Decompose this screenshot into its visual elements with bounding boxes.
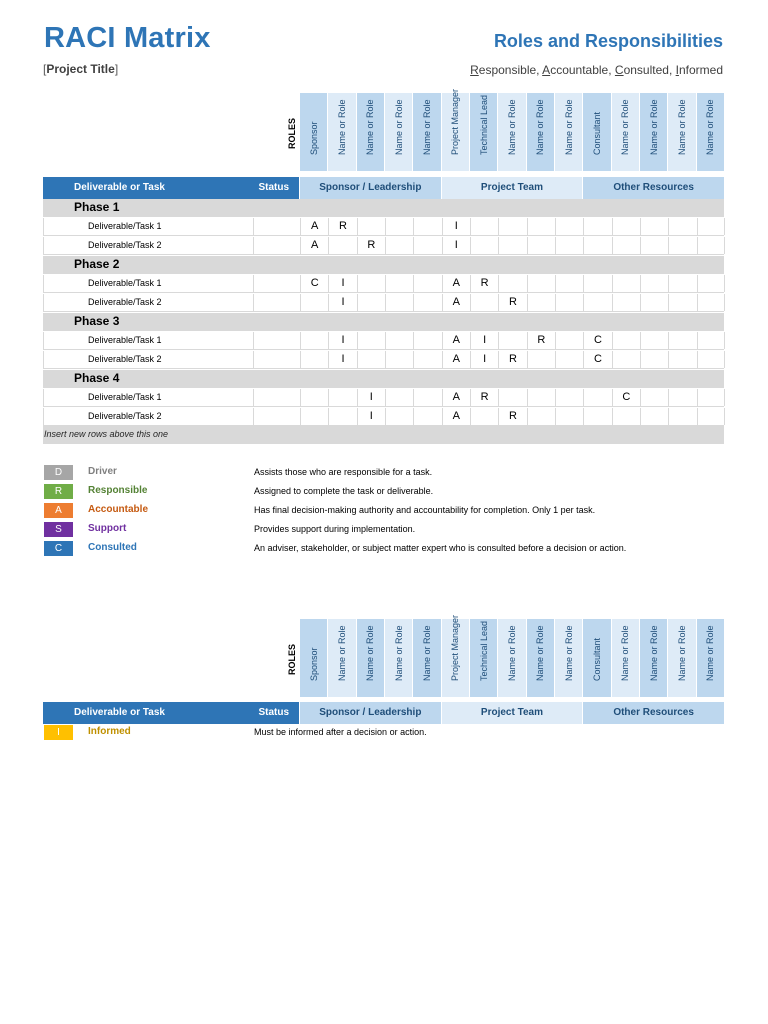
raci-cell[interactable]: I	[442, 218, 470, 235]
raci-cell[interactable]: A	[442, 275, 470, 292]
role-name: Sponsor	[308, 647, 319, 681]
status-cell[interactable]	[253, 218, 300, 235]
raci-cell[interactable]	[668, 351, 696, 368]
raci-word: Consulted	[614, 63, 669, 77]
raci-cell[interactable]	[413, 351, 441, 368]
role-column-header[interactable]	[356, 93, 384, 171]
status-cell[interactable]	[253, 275, 300, 292]
raci-cell[interactable]	[668, 332, 696, 349]
raci-cell[interactable]: A	[300, 218, 328, 235]
phase-row	[43, 370, 724, 388]
raci-cell[interactable]	[498, 275, 526, 292]
role-name: Name or Role	[648, 625, 659, 681]
raci-cell[interactable]	[413, 294, 441, 311]
raci-cell[interactable]: I	[328, 275, 356, 292]
project-title: [Project Title]	[43, 62, 119, 76]
raci-cell[interactable]: R	[470, 389, 498, 406]
role-group-header: Project Team	[441, 177, 583, 199]
role-name: Name or Role	[563, 625, 574, 681]
raci-cell[interactable]	[697, 294, 725, 311]
raci-cell[interactable]	[583, 218, 611, 235]
legend-description: An adviser, stakeholder, or subject matter expert who is consulted before a decision or action.	[254, 543, 627, 553]
task-name[interactable]: Deliverable/Task 1	[88, 278, 162, 288]
table-row	[43, 294, 724, 312]
role-name: Name or Role	[365, 99, 376, 155]
raci-word: Responsible	[470, 63, 537, 77]
role-name: Name or Role	[620, 99, 631, 155]
legend-item	[44, 503, 724, 518]
raci-cell[interactable]	[328, 408, 356, 425]
insert-note-text: Insert new rows above this one	[44, 429, 169, 439]
role-name: Name or Role	[336, 625, 347, 681]
status-cell[interactable]	[253, 237, 300, 254]
status-cell[interactable]	[253, 408, 300, 425]
role-name: Name or Role	[648, 99, 659, 155]
legend-role-name: Support	[88, 523, 127, 534]
raci-cell[interactable]: A	[442, 294, 470, 311]
phase-row	[43, 313, 724, 331]
raci-cell[interactable]	[555, 275, 583, 292]
legend-role-name: Informed	[88, 726, 131, 737]
raci-cell[interactable]	[697, 389, 725, 406]
raci-cell[interactable]	[413, 218, 441, 235]
raci-cell[interactable]	[612, 294, 640, 311]
raci-cell[interactable]	[640, 294, 668, 311]
raci-cell[interactable]	[498, 389, 526, 406]
role-name: Name or Role	[676, 625, 687, 681]
raci-cell[interactable]	[527, 351, 555, 368]
raci-cell[interactable]	[470, 237, 498, 254]
role-column-header[interactable]	[356, 619, 384, 697]
raci-cell[interactable]	[555, 351, 583, 368]
role-column-header[interactable]	[384, 619, 412, 697]
role-name: Project Manager	[450, 614, 461, 681]
legend-badge: R	[44, 484, 73, 499]
role-name: Name or Role	[393, 625, 404, 681]
raci-definition-line: Responsible, Accountable, Consulted, Informed	[470, 63, 723, 77]
role-name: Name or Role	[336, 99, 347, 155]
raci-cell[interactable]	[300, 389, 328, 406]
raci-cell[interactable]	[413, 237, 441, 254]
legend-badge: D	[44, 465, 73, 480]
raci-cell[interactable]	[612, 275, 640, 292]
raci-cell[interactable]	[385, 237, 413, 254]
raci-cell[interactable]: R	[357, 237, 385, 254]
raci-cell[interactable]	[527, 389, 555, 406]
role-column-header[interactable]	[639, 619, 667, 697]
table-row	[43, 332, 724, 350]
role-column-header[interactable]	[497, 93, 525, 171]
raci-cell[interactable]	[527, 294, 555, 311]
raci-cell[interactable]	[697, 332, 725, 349]
raci-cell[interactable]	[555, 294, 583, 311]
raci-cell[interactable]	[527, 218, 555, 235]
role-name: Name or Role	[506, 99, 517, 155]
raci-cell[interactable]: C	[583, 332, 611, 349]
role-name: Name or Role	[563, 99, 574, 155]
role-group-header: Other Resources	[582, 702, 724, 724]
raci-cell[interactable]	[583, 275, 611, 292]
role-column-header[interactable]	[327, 93, 355, 171]
raci-cell[interactable]	[640, 275, 668, 292]
raci-cell[interactable]	[612, 351, 640, 368]
phase-name: Phase 2	[74, 257, 120, 271]
raci-cell[interactable]	[413, 389, 441, 406]
task-name[interactable]: Deliverable/Task 2	[88, 240, 162, 250]
legend-item	[44, 465, 724, 480]
role-name: Name or Role	[421, 99, 432, 155]
raci-cell[interactable]	[668, 275, 696, 292]
raci-cell[interactable]	[328, 389, 356, 406]
raci-cell[interactable]	[583, 294, 611, 311]
roles-label: ROLES	[287, 643, 297, 675]
role-column-header[interactable]	[554, 93, 582, 171]
raci-cell[interactable]	[668, 218, 696, 235]
role-column-header[interactable]	[412, 93, 440, 171]
role-name: Name or Role	[535, 99, 546, 155]
legend-description: Must be informed after a decision or action.	[254, 727, 427, 737]
raci-cell[interactable]	[555, 332, 583, 349]
role-column-header[interactable]	[497, 619, 525, 697]
role-column-header[interactable]	[327, 619, 355, 697]
table-row	[43, 351, 724, 369]
role-group-header: Sponsor / Leadership	[299, 702, 441, 724]
raci-cell[interactable]: I	[357, 389, 385, 406]
role-column-header[interactable]	[611, 93, 639, 171]
raci-cell[interactable]	[583, 237, 611, 254]
raci-cell[interactable]	[555, 408, 583, 425]
role-name: Technical Lead	[478, 620, 489, 681]
raci-cell[interactable]: R	[498, 294, 526, 311]
legend-role-name: Consulted	[88, 542, 137, 553]
role-column-header[interactable]	[554, 619, 582, 697]
raci-cell[interactable]: I	[357, 408, 385, 425]
role-name: Name or Role	[421, 625, 432, 681]
raci-cell[interactable]	[612, 408, 640, 425]
raci-cell[interactable]: I	[328, 332, 356, 349]
raci-cell[interactable]	[413, 408, 441, 425]
role-column-header[interactable]	[582, 93, 610, 171]
roles-label: ROLES	[287, 117, 297, 149]
raci-cell[interactable]	[470, 218, 498, 235]
role-group-header: Project Team	[441, 702, 583, 724]
raci-cell[interactable]	[498, 237, 526, 254]
raci-cell[interactable]	[668, 389, 696, 406]
raci-cell[interactable]: I	[470, 332, 498, 349]
role-column-header[interactable]	[441, 614, 469, 697]
role-column-header[interactable]	[412, 619, 440, 697]
raci-cell[interactable]	[697, 218, 725, 235]
role-column-header[interactable]	[469, 93, 497, 171]
task-column-header: Deliverable or Task	[43, 177, 252, 199]
legend-role-name: Driver	[88, 466, 117, 477]
raci-cell[interactable]	[328, 237, 356, 254]
table-row	[43, 275, 724, 293]
raci-cell[interactable]	[668, 408, 696, 425]
raci-cell[interactable]	[640, 237, 668, 254]
table-row	[43, 408, 724, 426]
raci-word: Informed	[675, 63, 723, 77]
legend-item	[44, 725, 724, 740]
raci-cell[interactable]	[612, 218, 640, 235]
raci-cell[interactable]	[413, 332, 441, 349]
role-column-header[interactable]	[526, 619, 554, 697]
phase-name: Phase 4	[74, 371, 120, 385]
task-name[interactable]: Deliverable/Task 1	[88, 392, 162, 402]
raci-cell[interactable]	[300, 332, 328, 349]
raci-cell[interactable]: A	[442, 408, 470, 425]
role-column-header[interactable]	[441, 88, 469, 171]
role-name: Name or Role	[365, 625, 376, 681]
raci-cell[interactable]	[300, 351, 328, 368]
status-column-header: Status	[252, 177, 299, 199]
raci-cell[interactable]: R	[328, 218, 356, 235]
raci-cell[interactable]	[300, 408, 328, 425]
role-column-header[interactable]	[611, 619, 639, 697]
role-group-header: Other Resources	[582, 177, 724, 199]
legend-description: Has final decision-making authority and accountability for completion. Only 1 per task.	[254, 505, 596, 515]
legend-badge: C	[44, 541, 73, 556]
raci-cell[interactable]	[640, 408, 668, 425]
legend-description: Assists those who are responsible for a task.	[254, 467, 433, 477]
table-row	[43, 218, 724, 236]
raci-cell[interactable]	[385, 332, 413, 349]
raci-cell[interactable]	[300, 294, 328, 311]
role-column-header[interactable]	[526, 93, 554, 171]
raci-cell[interactable]	[555, 218, 583, 235]
raci-cell[interactable]: R	[527, 332, 555, 349]
raci-cell[interactable]	[357, 218, 385, 235]
raci-cell[interactable]	[470, 408, 498, 425]
raci-cell[interactable]	[668, 294, 696, 311]
table-row	[43, 389, 724, 407]
role-group-header: Sponsor / Leadership	[299, 177, 441, 199]
raci-cell[interactable]	[555, 237, 583, 254]
raci-cell[interactable]	[583, 408, 611, 425]
raci-cell[interactable]: A	[442, 332, 470, 349]
role-name: Name or Role	[705, 99, 716, 155]
raci-cell[interactable]: R	[498, 408, 526, 425]
raci-cell[interactable]	[640, 332, 668, 349]
raci-cell[interactable]	[385, 294, 413, 311]
role-name: Name or Role	[535, 625, 546, 681]
raci-cell[interactable]	[668, 237, 696, 254]
legend-role-name: Accountable	[88, 504, 149, 515]
legend-badge: A	[44, 503, 73, 518]
raci-cell[interactable]: C	[612, 389, 640, 406]
role-name: Name or Role	[676, 99, 687, 155]
raci-cell[interactable]	[527, 408, 555, 425]
legend-item	[44, 522, 724, 537]
insert-rows-note	[43, 426, 724, 444]
role-name: Name or Role	[393, 99, 404, 155]
raci-cell[interactable]	[357, 332, 385, 349]
task-name[interactable]: Deliverable/Task 2	[88, 297, 162, 307]
raci-cell[interactable]: I	[470, 351, 498, 368]
raci-cell[interactable]	[612, 237, 640, 254]
raci-cell[interactable]	[583, 389, 611, 406]
raci-cell[interactable]: A	[442, 351, 470, 368]
role-column-header[interactable]	[384, 93, 412, 171]
role-name: Consultant	[591, 111, 602, 155]
raci-cell[interactable]: I	[442, 237, 470, 254]
raci-cell[interactable]	[470, 294, 498, 311]
task-name[interactable]: Deliverable/Task 2	[88, 411, 162, 421]
role-column-header[interactable]	[667, 93, 695, 171]
status-cell[interactable]	[253, 351, 300, 368]
phase-row	[43, 256, 724, 274]
raci-cell[interactable]	[640, 351, 668, 368]
raci-cell[interactable]	[612, 332, 640, 349]
role-name: Sponsor	[308, 121, 319, 155]
status-cell[interactable]	[253, 294, 300, 311]
phase-name: Phase 1	[74, 200, 120, 214]
phase-name: Phase 3	[74, 314, 120, 328]
role-column-header[interactable]	[582, 619, 610, 697]
raci-cell[interactable]	[413, 275, 441, 292]
raci-cell[interactable]: R	[470, 275, 498, 292]
raci-cell[interactable]	[357, 294, 385, 311]
role-name: Name or Role	[506, 625, 517, 681]
role-column-header[interactable]	[667, 619, 695, 697]
role-column-header[interactable]	[469, 619, 497, 697]
task-name[interactable]: Deliverable/Task 1	[88, 221, 162, 231]
role-column-header[interactable]	[696, 619, 724, 697]
task-column-header: Deliverable or Task	[43, 702, 252, 724]
raci-cell[interactable]	[498, 332, 526, 349]
raci-cell[interactable]	[385, 275, 413, 292]
raci-cell[interactable]	[385, 408, 413, 425]
raci-cell[interactable]: R	[498, 351, 526, 368]
status-cell[interactable]	[253, 389, 300, 406]
task-name[interactable]: Deliverable/Task 2	[88, 354, 162, 364]
legend-badge: S	[44, 522, 73, 537]
role-column-header[interactable]	[299, 93, 327, 171]
raci-cell[interactable]	[640, 218, 668, 235]
table-row	[43, 237, 724, 255]
raci-cell[interactable]	[357, 351, 385, 368]
role-column-header[interactable]	[696, 93, 724, 171]
raci-cell[interactable]	[697, 408, 725, 425]
legend-description: Assigned to complete the task or deliverable.	[254, 486, 434, 496]
status-column-header: Status	[252, 702, 299, 724]
raci-cell[interactable]	[697, 351, 725, 368]
raci-cell[interactable]	[385, 389, 413, 406]
raci-word: Accountable	[542, 63, 609, 77]
role-name: Project Manager	[450, 88, 461, 155]
legend-item	[44, 541, 724, 556]
raci-cell[interactable]: A	[442, 389, 470, 406]
raci-cell[interactable]: C	[583, 351, 611, 368]
role-name: Name or Role	[705, 625, 716, 681]
legend-role-name: Responsible	[88, 485, 148, 496]
role-name: Name or Role	[620, 625, 631, 681]
raci-cell[interactable]: C	[300, 275, 328, 292]
roles-responsibilities-title: Roles and Responsibilities	[493, 31, 723, 51]
page-title: RACI Matrix	[44, 22, 211, 54]
role-name: Technical Lead	[478, 94, 489, 155]
raci-cell[interactable]	[357, 275, 385, 292]
raci-cell[interactable]	[697, 275, 725, 292]
legend-badge: I	[44, 725, 73, 740]
raci-cell[interactable]	[498, 218, 526, 235]
legend-item	[44, 484, 724, 499]
raci-cell[interactable]	[555, 389, 583, 406]
project-title-text[interactable]: Project Title	[46, 62, 115, 76]
role-name: Consultant	[591, 637, 602, 681]
phase-row	[43, 199, 724, 217]
raci-cell[interactable]: I	[328, 294, 356, 311]
raci-cell[interactable]: I	[328, 351, 356, 368]
status-cell[interactable]	[253, 332, 300, 349]
raci-cell[interactable]	[640, 389, 668, 406]
raci-cell[interactable]	[697, 237, 725, 254]
raci-cell[interactable]	[385, 218, 413, 235]
raci-cell[interactable]	[385, 351, 413, 368]
raci-cell[interactable]	[527, 237, 555, 254]
raci-cell[interactable]: A	[300, 237, 328, 254]
task-name[interactable]: Deliverable/Task 1	[88, 335, 162, 345]
raci-cell[interactable]	[527, 275, 555, 292]
role-column-header[interactable]	[639, 93, 667, 171]
legend-description: Provides support during implementation.	[254, 524, 416, 534]
role-column-header[interactable]	[299, 619, 327, 697]
